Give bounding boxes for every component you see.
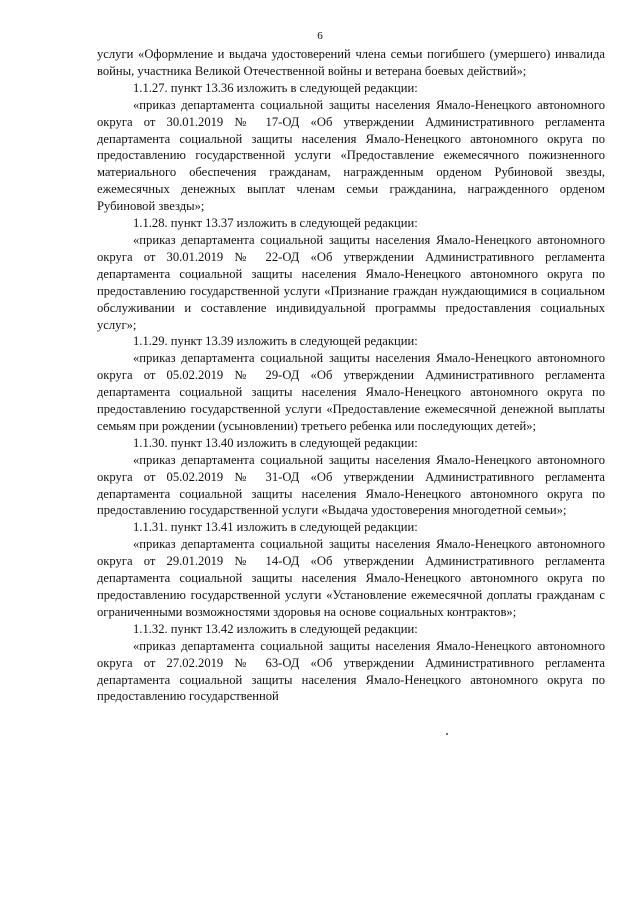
- amendment-heading-1-1-31: 1.1.31. пункт 13.41 изложить в следующей редакции:: [133, 520, 418, 535]
- amendment-heading-1-1-29: 1.1.29. пункт 13.39 изложить в следующей редакции:: [133, 334, 418, 349]
- amendment-heading-1-1-27: 1.1.27. пункт 13.36 изложить в следующей редакции:: [133, 80, 418, 95]
- scan-speck: [446, 733, 448, 735]
- amendment-text-1-1-31: «приказ департамента социальной защиты населения Ямало-Ненецкого автономного округа от 29.01.2019 № 14-ОД «Об утверждении Административного регламента департамента социальной защиты населения Ямало-Ненецкого автономного округа по предоставлению государственной услуги «Установление ежемесячной доплаты гражданам с ограниченными возможностями здоровья на основе социальных контрактов»;: [97, 537, 605, 619]
- paragraph-continuation: услуги «Оформление и выдача удостоверений члена семьи погибшего (умершего) инвалида войны, участника Великой Отечественной войны и ветерана боевых действий»;: [97, 47, 605, 78]
- amendment-text-1-1-27: «приказ департамента социальной защиты населения Ямало-Ненецкого автономного округа от 30.01.2019 № 17-ОД «Об утверждении Административного регламента департамента социальной защиты населения Ямало-Ненецкого автономного округа по предоставлению государственной услуги «Предоставление ежемесячного пожизненного материального обеспечения гражданам, награжденным орденом Рубиновой звезды, ежемесячных денежных выплат членам семьи гражданина, награжденного орденом Рубиновой звезды»;: [97, 97, 605, 214]
- amendment-text-1-1-28: «приказ департамента социальной защиты населения Ямало-Ненецкого автономного округа от 30.01.2019 № 22-ОД «Об утверждении Административного регламента департамента социальной защиты населения Ямало-Ненецкого автономного округа по предоставлению государственной услуги «Признание граждан нуждающимися в социальном обслуживании и составление индивидуальной программы предоставления социальных услуг»;: [97, 232, 605, 332]
- amendment-heading-1-1-30: 1.1.30. пункт 13.40 изложить в следующей редакции:: [133, 435, 418, 450]
- amendment-heading-1-1-32: 1.1.32. пункт 13.42 изложить в следующей редакции:: [133, 621, 418, 636]
- document-body: [97, 46, 605, 705]
- amendment-text-1-1-32: «приказ департамента социальной защиты населения Ямало-Ненецкого автономного округа от 27.02.2019 № 63-ОД «Об утверждении Административного регламента департамента социальной защиты населения Ямало-Ненецкого автономного округа по предоставлению государственной: [97, 638, 605, 704]
- amendment-heading-1-1-28: 1.1.28. пункт 13.37 изложить в следующей редакции:: [133, 216, 418, 231]
- amendment-text-1-1-30: «приказ департамента социальной защиты населения Ямало-Ненецкого автономного округа от 05.02.2019 № 31-ОД «Об утверждении Административного регламента департамента социальной защиты населения Ямало-Ненецкого автономного округа по предоставлению государственной услуги «Выдача удостоверения многодетной семьи»;: [97, 452, 605, 518]
- amendment-text-1-1-29: «приказ департамента социальной защиты населения Ямало-Ненецкого автономного округа от 05.02.2019 № 29-ОД «Об утверждении Административного регламента департамента социальной защиты населения Ямало-Ненецкого автономного округа по предоставлению государственной услуги «Предоставление ежемесячной денежной выплаты семьям при рождении (усыновлении) третьего ребенка или последующих детей»;: [97, 351, 605, 433]
- page-number: 6: [317, 30, 323, 42]
